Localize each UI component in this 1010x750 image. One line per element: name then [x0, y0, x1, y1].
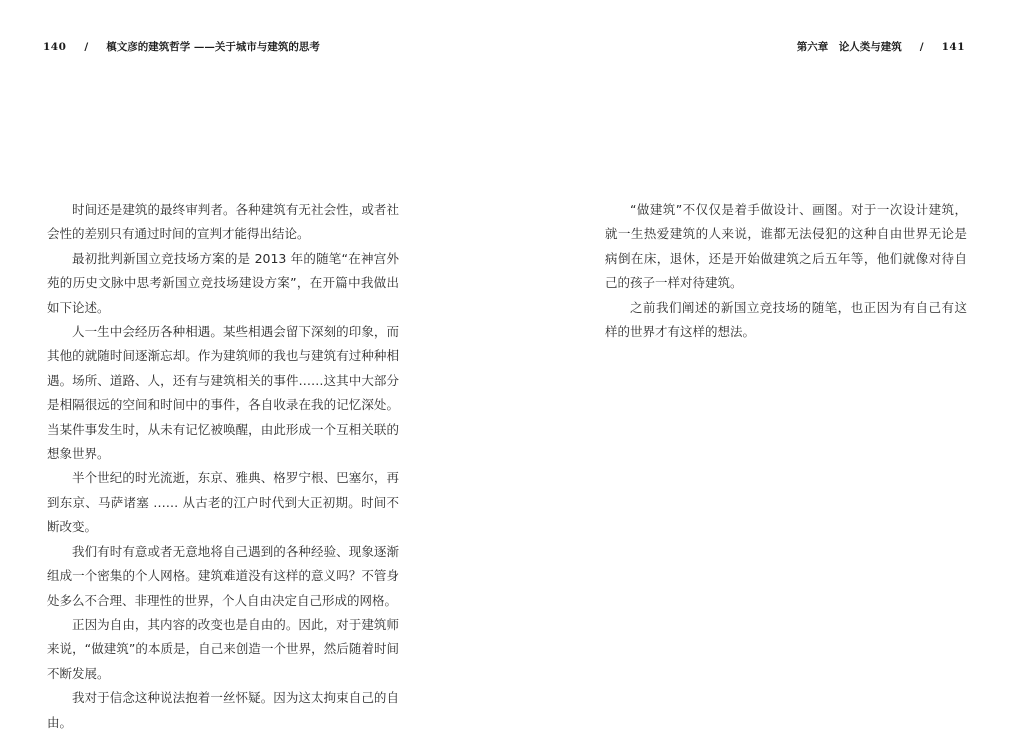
- right-page-body: [605, 198, 967, 344]
- header-separator: /: [84, 40, 89, 53]
- right-page: [505, 0, 1010, 750]
- paragraph: 人一生中会经历各种相遇。某些相遇会留下深刻的印象，而其他的就随时间逐渐忘却。作为建筑师的我也与建筑有过种种相遇。场所、道路、人，还有与建筑相关的事件……这其中大部分是相隔很远的空间和时间中的事件，各自收录在我的记忆深处。当某件事发生时，从未有记忆被唤醒，由此形成一个互相关联的想象世界。: [47, 324, 399, 462]
- left-page-header: [43, 39, 320, 54]
- paragraph: 正因为自由，其内容的改变也是自由的。因此，对于建筑师来说，“做建筑”的本质是，自己来创造一个世界，然后随着时间不断发展。: [47, 616, 399, 681]
- book-title: 槙文彦的建筑哲学 ——关于城市与建筑的思考: [106, 41, 320, 53]
- paragraph: 时间还是建筑的最终审判者。各种建筑有无社会性，或者社会性的差别只有通过时间的宣判才能得出结论。: [47, 202, 399, 242]
- left-page-number: 140: [43, 40, 67, 53]
- paragraph: 半个世纪的时光流逝，东京、雅典、格罗宁根、巴塞尔，再到东京、马萨诸塞 …… 从古老的江户时代到大正初期。时间不断改变。: [47, 470, 399, 535]
- paragraph: 我们有时有意或者无意地将自己遇到的各种经验、现象逐渐组成一个密集的个人网格。建筑难道没有这样的意义吗？不管身处多么不合理、非理性的世界，个人自由决定自己形成的网格。: [47, 543, 399, 608]
- paragraph: 我对于信念这种说法抱着一丝怀疑。因为这太拘束自己的自由。: [47, 690, 399, 730]
- right-page-number: 141: [941, 40, 965, 53]
- left-page-body: [47, 198, 399, 735]
- paragraph: “做建筑”不仅仅是着手做设计、画图。对于一次设计建筑，就一生热爱建筑的人来说，谁都无法侵犯的这种自由世界无论是病倒在床，退休，还是开始做建筑之后五年等，他们就像对待自己的孩子一样对待建筑。: [605, 202, 967, 291]
- header-separator: /: [919, 40, 924, 53]
- paragraph: 之前我们阐述的新国立竞技场的随笔，也正因为有自己有这样的世界才有这样的想法。: [605, 299, 967, 340]
- chapter-title: 第六章 论人类与建筑: [796, 41, 902, 53]
- right-page-header: [797, 39, 965, 54]
- paragraph: 最初批判新国立竞技场方案的是 2013 年的随笔“在神宫外苑的历史文脉中思考新国立竞技场建设方案”，在开篇中我做出如下论述。: [47, 250, 399, 315]
